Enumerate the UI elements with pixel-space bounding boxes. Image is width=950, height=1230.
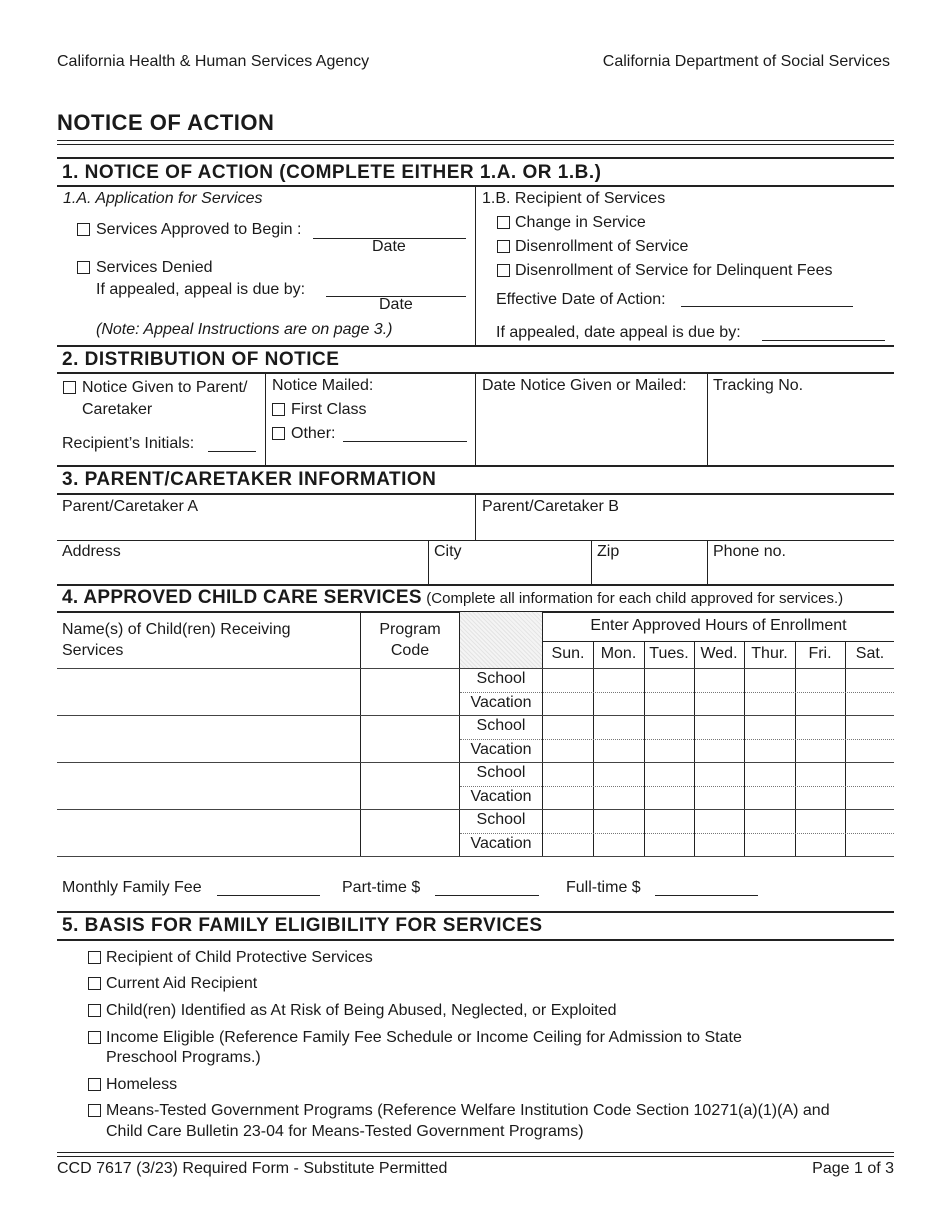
income-checkbox[interactable] [88,1031,101,1044]
hours-cell[interactable] [644,668,694,692]
means-tested-label: Means-Tested Government Programs (Reference Welfare Institution Code Section 10271(a)(1)(A) and [106,1102,830,1119]
notice-mailed-label: Notice Mailed: [272,377,374,394]
hours-cell[interactable] [795,715,845,739]
change-checkbox[interactable] [497,216,510,229]
homeless-label: Homeless [106,1076,178,1093]
hours-cell[interactable] [593,715,644,739]
hours-cell[interactable] [744,762,795,786]
hours-cell[interactable] [593,692,644,716]
day-header: Mon. [600,645,637,662]
part-time-label: Part-time $ [342,879,421,896]
hours-cell[interactable] [744,786,795,810]
hours-header-rule [543,641,894,642]
hours-cell[interactable] [593,762,644,786]
appeal-date-label: If appealed, date appeal is due by: [496,324,741,341]
day-header: Sun. [551,645,585,662]
phone-label: Phone no. [713,543,786,560]
hours-cell[interactable] [795,833,845,857]
other-line[interactable] [343,441,467,442]
hours-cell[interactable] [744,692,795,716]
full-time-label: Full-time $ [566,879,641,896]
section3-title: 3. PARENT/CARETAKER INFORMATION [62,469,437,490]
appeal-date-line[interactable] [762,340,885,341]
child-name-cell[interactable] [57,809,360,856]
hours-cell[interactable] [744,833,795,857]
schedule-type-label: School [476,670,526,687]
date-given-label: Date Notice Given or Mailed: [482,377,687,394]
disenroll-fees-label: Disenrollment of Service for Delinquent Fees [515,262,833,279]
other-label: Other: [291,425,336,442]
section1b-title: 1.B. Recipient of Services [482,190,666,207]
day-header: Thur. [751,645,788,662]
program-code-cell[interactable] [361,762,459,809]
hours-cell[interactable] [593,739,644,763]
title-rule-1 [57,140,894,141]
hours-cell[interactable] [845,833,895,857]
hours-cell[interactable] [744,809,795,833]
schedule-type-label: School [476,717,526,734]
appeal-note: (Note: Appeal Instructions are on page 3.) [96,321,393,338]
appeal-due-label: If appealed, appeal is due by: [96,281,306,298]
tracking-label: Tracking No. [713,377,804,394]
section3-divider-2 [428,540,429,584]
section1-title: 1. NOTICE OF ACTION (COMPLETE EITHER 1.A. OR 1.B.) [62,162,602,183]
parent-a-label: Parent/Caretaker A [62,498,199,515]
hours-cell[interactable] [644,692,694,716]
disenroll-checkbox[interactable] [497,240,510,253]
effective-date-line[interactable] [681,306,853,307]
program-code-cell[interactable] [361,809,459,856]
table-row [57,856,894,857]
section3-divider-1 [475,494,476,540]
schedule-type-label: School [476,764,526,781]
address-label: Address [62,543,121,560]
hours-cell[interactable] [694,692,744,716]
child-name-cell[interactable] [57,668,360,715]
program-header-2: Code [390,642,430,659]
effective-date-label: Effective Date of Action: [496,291,666,308]
hours-cell[interactable] [744,715,795,739]
given-to-parent-label-2: Caretaker [82,401,153,418]
at-risk-checkbox[interactable] [88,1004,101,1017]
hours-cell[interactable] [543,739,593,763]
hours-cell[interactable] [543,692,593,716]
hours-cell[interactable] [744,668,795,692]
hours-cell[interactable] [543,833,593,857]
full-time-line[interactable] [655,895,758,896]
aid-label: Current Aid Recipient [106,975,258,992]
aid-checkbox[interactable] [88,977,101,990]
hours-cell[interactable] [845,739,895,763]
hours-cell[interactable] [845,692,895,716]
recipient-initials-label: Recipient’s Initials: [62,435,195,452]
denied-checkbox[interactable] [77,261,90,274]
section4-subtitle: (Complete all information for each child approved for services.) [426,590,844,607]
section5-top-rule [57,911,894,913]
footer-rule-1 [57,1152,894,1153]
monthly-fee-line[interactable] [217,895,320,896]
recipient-initials-line[interactable] [208,451,256,452]
hours-cell[interactable] [845,762,895,786]
section1-divider [475,186,476,346]
day-header: Wed. [700,645,738,662]
hours-cell[interactable] [543,809,593,833]
hours-cell[interactable] [694,715,744,739]
hours-cell[interactable] [845,668,895,692]
hours-cell[interactable] [593,786,644,810]
approved-checkbox[interactable] [77,223,90,236]
hours-header: Enter Approved Hours of Enrollment [590,617,847,634]
schedule-type-label: Vacation [470,787,532,805]
hours-cell[interactable] [795,809,845,833]
hours-cell[interactable] [593,833,644,857]
hours-cell[interactable] [543,715,593,739]
homeless-checkbox[interactable] [88,1078,101,1091]
parent-b-label: Parent/Caretaker B [482,498,619,515]
given-to-parent-checkbox[interactable] [63,381,76,394]
hours-cell[interactable] [845,809,895,833]
section2-top-rule [57,345,894,347]
hours-cell[interactable] [644,809,694,833]
day-header: Tues. [649,645,689,662]
hours-cell[interactable] [593,668,644,692]
names-header-2: Services [62,642,124,659]
hours-cell[interactable] [644,833,694,857]
page-title: NOTICE OF ACTION [57,110,275,135]
hours-cell[interactable] [644,715,694,739]
hours-cell[interactable] [644,739,694,763]
hours-cell[interactable] [694,739,744,763]
means-tested-checkbox[interactable] [88,1104,101,1117]
child-name-cell[interactable] [57,715,360,762]
denied-label: Services Denied [96,259,213,276]
income-label-2: Preschool Programs.) [106,1049,261,1066]
hours-cell[interactable] [694,668,744,692]
disenroll-label: Disenrollment of Service [515,238,689,255]
schedule-type-label: School [476,811,526,828]
program-code-cell[interactable] [361,715,459,762]
change-label: Change in Service [515,214,646,231]
appeal-due-date-caption: Date [379,296,413,313]
schedule-type-label: Vacation [470,740,532,758]
hours-cell[interactable] [795,668,845,692]
other-checkbox[interactable] [272,427,285,440]
hours-cell[interactable] [543,668,593,692]
hours-cell[interactable] [644,786,694,810]
section2-divider-1 [265,373,266,465]
first-class-checkbox[interactable] [272,403,285,416]
hours-cell[interactable] [795,762,845,786]
form-id: CCD 7617 (3/23) Required Form - Substitute Permitted [57,1160,448,1177]
hours-cell[interactable] [644,762,694,786]
income-label: Income Eligible (Reference Family Fee Schedule or Income Ceiling for Admission to State [106,1029,742,1046]
section3-divider-4 [707,540,708,584]
section2-title: 2. DISTRIBUTION OF NOTICE [62,349,340,370]
first-class-label: First Class [291,401,367,418]
section2-divider-2 [475,373,476,465]
agency-right: California Department of Social Services [602,53,890,70]
cps-checkbox[interactable] [88,951,101,964]
hours-cell[interactable] [593,809,644,833]
cps-label: Recipient of Child Protective Services [106,949,373,966]
hours-cell[interactable] [694,786,744,810]
section2-divider-3 [707,373,708,465]
hours-cell[interactable] [845,715,895,739]
child-name-cell[interactable] [57,762,360,809]
section4-top-rule [57,584,894,586]
hours-cell[interactable] [795,739,845,763]
approved-label: Services Approved to Begin : [96,221,302,238]
section1-top-rule [57,157,894,159]
hours-cell[interactable] [543,762,593,786]
means-tested-label-2: Child Care Bulletin 23-04 for Means-Tested Government Programs) [106,1123,584,1140]
schedule-type-label: Vacation [470,693,532,711]
program-code-cell[interactable] [361,668,459,715]
agency-left: California Health & Human Services Agency [57,53,370,70]
section3-top-rule [57,465,894,467]
schedule-type-label: Vacation [470,834,532,852]
part-time-line[interactable] [435,895,539,896]
hours-cell[interactable] [795,692,845,716]
hours-cell[interactable] [845,786,895,810]
at-risk-label: Child(ren) Identified as At Risk of Being Abused, Neglected, or Exploited [106,1002,617,1019]
zip-label: Zip [597,543,620,560]
type-header-shade [460,612,542,668]
day-header: Sat. [855,645,885,662]
footer-rule-2 [57,1156,894,1157]
section3-divider-3 [591,540,592,584]
monthly-fee-label: Monthly Family Fee [62,879,202,896]
section5-title: 5. BASIS FOR FAMILY ELIGIBILITY FOR SERVICES [62,915,543,936]
given-to-parent-label: Notice Given to Parent/ [82,379,248,396]
approved-date-caption: Date [372,238,406,255]
hours-cell[interactable] [795,786,845,810]
day-header: Fri. [808,645,832,662]
page-number: Page 1 of 3 [812,1160,894,1177]
title-rule-2 [57,144,894,145]
section3-mid-rule [57,540,894,541]
names-header: Name(s) of Child(ren) Receiving [62,621,291,638]
section1a-title: 1.A. Application for Services [63,190,263,207]
hours-cell[interactable] [543,786,593,810]
hours-cell[interactable] [694,762,744,786]
hours-cell[interactable] [694,809,744,833]
disenroll-fees-checkbox[interactable] [497,264,510,277]
hours-cell[interactable] [694,833,744,857]
section5-title-rule [57,939,894,941]
program-header: Program [379,621,441,638]
section4-heading [62,587,843,609]
section4-title: 4. APPROVED CHILD CARE SERVICES [62,587,422,608]
hours-cell[interactable] [744,739,795,763]
city-label: City [434,543,462,560]
